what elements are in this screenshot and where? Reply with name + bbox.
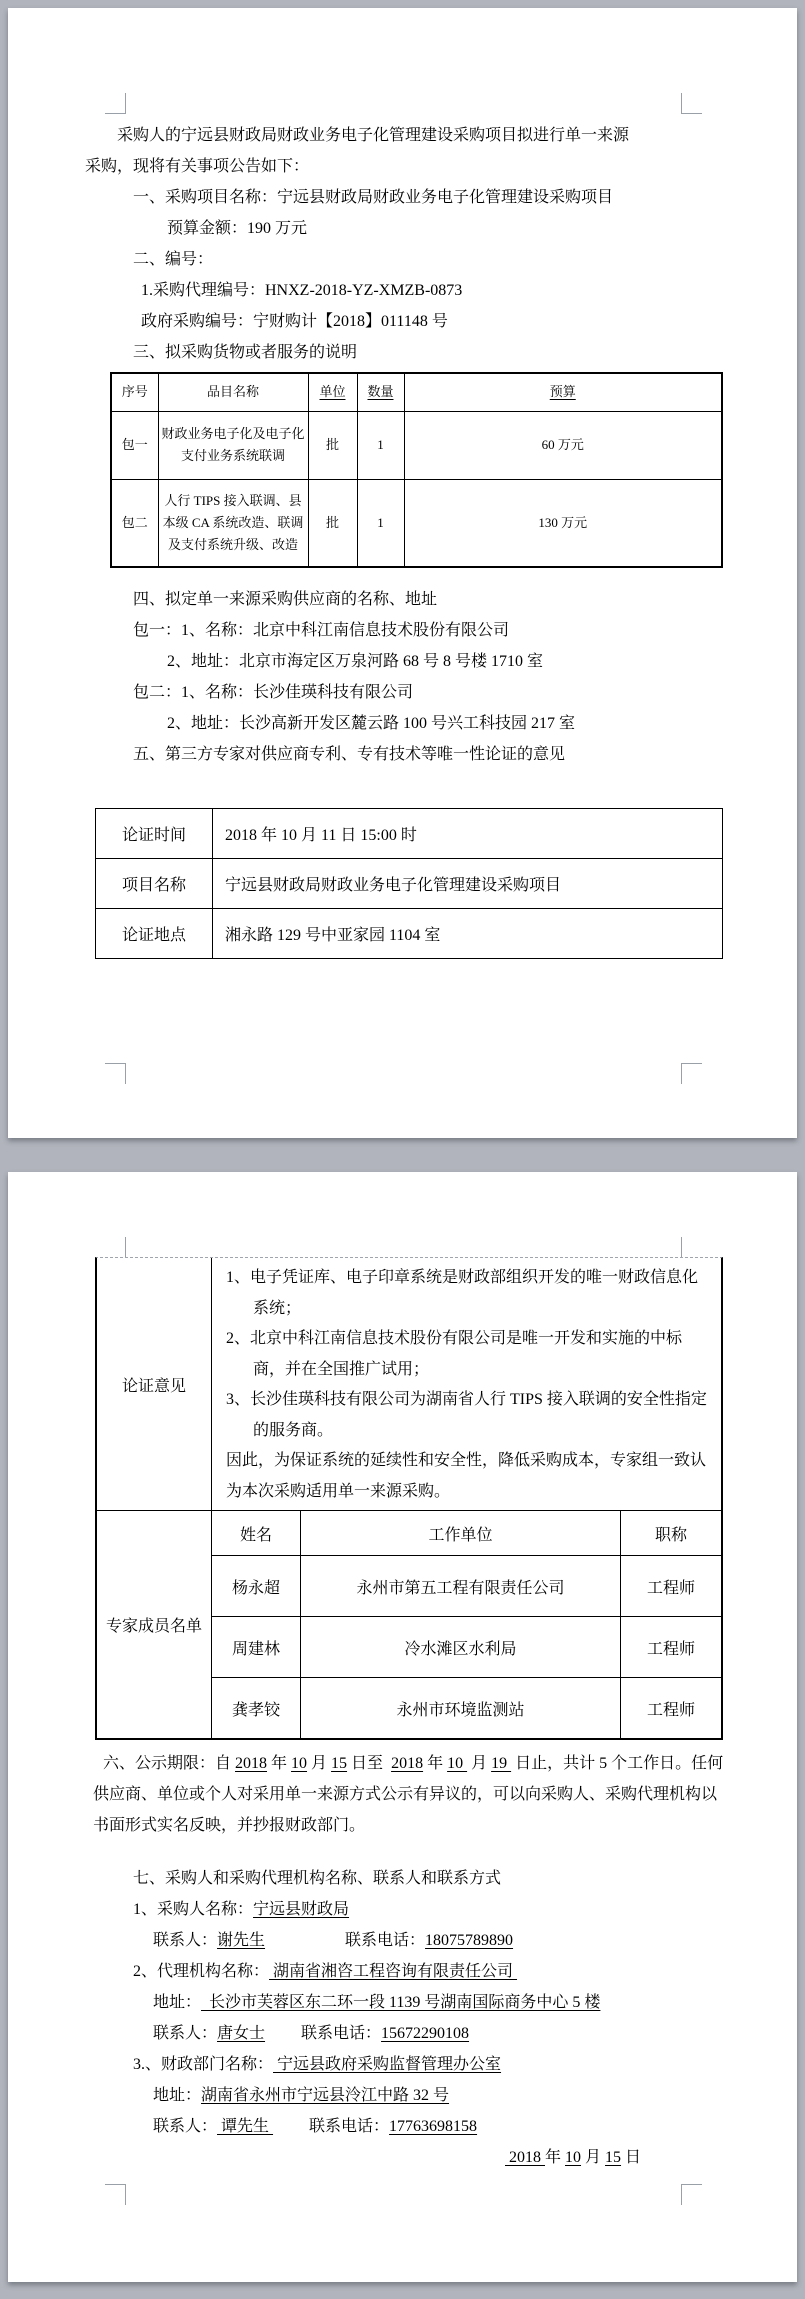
agency-address-line (153, 1987, 731, 2018)
items-table-header-row (111, 373, 722, 411)
section-3-heading: 三、拟采购货物或者服务的说明 (133, 344, 358, 361)
s6-text: 日止，共计 5 个工作日。任何供应商、单位或个人对采用单一来源方式公示有异议的，可以向采购人、采购代理机构以书面形式实名反映，并抄报财政部门。 (93, 1755, 724, 1834)
purchaser-name-label: 1、采购人名称： (133, 1901, 254, 1918)
demo-project-label: 项目名称 (96, 859, 213, 909)
document-page-2 (8, 1172, 797, 2282)
s6-text: 月 (307, 1755, 332, 1772)
experts-header-row (212, 1511, 721, 1555)
supplier-pkg1-name: 包一：1、名称：北京中科江南信息技术股份有限公司 (133, 622, 510, 639)
cell-unit: 批 (308, 411, 357, 479)
items-table-row (111, 411, 722, 479)
expert-row (212, 1616, 721, 1677)
address-label: 地址： (153, 1994, 202, 2011)
experts-header-org: 工作单位 (301, 1511, 621, 1555)
cell-item-name: 人行 TIPS 接入联调、县本级 CA 系统改造、联调及支付系统升级、改造 (158, 479, 308, 567)
finance-dept-value: 宁远县政府采购监督管理办公室 (273, 2056, 502, 2073)
header-qty: 数量 (357, 373, 404, 411)
section-5-heading: 五、第三方专家对供应商专利、专有技术等唯一性论证的意见 (133, 746, 566, 763)
demo-info-row (96, 859, 723, 909)
finance-dept-address-line (153, 2080, 731, 2111)
finance-dept-contact-line (153, 2111, 731, 2142)
phone-value: 15672290108 (381, 2025, 470, 2042)
s6-text: 日至 (347, 1755, 392, 1772)
s6-end-month: 10 (447, 1755, 468, 1772)
s6-text: 月 (467, 1755, 492, 1772)
budget-line: 预算金额：190 万元 (167, 220, 308, 237)
crop-mark-bottom-left (105, 1063, 126, 1084)
s6-text: 年 (267, 1755, 292, 1772)
contact-value: 谢先生 (217, 1932, 266, 1949)
agency-contact-line (153, 2018, 731, 2049)
contact-label: 联系人： (153, 2118, 218, 2135)
address-value: 长沙市芙蓉区东二环一段 1139 号湖南国际商务中心 5 楼 (201, 1994, 601, 2011)
s6-start-month: 10 (291, 1755, 308, 1772)
purchaser-name-value: 宁远县财政局 (253, 1901, 350, 1918)
phone-label: 联系电话： (301, 2025, 382, 2042)
agency-name-value: 湖南省湘咨工程咨询有限责任公司 (269, 1963, 518, 1980)
opinion-item-2: 2、北京中科江南信息技术股份有限公司是唯一开发和实施的中标商，并在全国推广试用； (226, 1330, 683, 1378)
crop-mark-bottom-left (105, 2184, 126, 2205)
date-text: 年 (545, 2149, 566, 2166)
opinion-row (97, 1258, 721, 1510)
demo-time-label: 论证时间 (96, 809, 213, 859)
demonstration-info-table (95, 808, 723, 959)
supplier-pkg2-name: 包二：1、名称：长沙佳瑛科技有限公司 (133, 684, 414, 701)
opinion-content (212, 1258, 721, 1510)
expert-name: 杨永超 (212, 1556, 301, 1616)
section-4-heading: 四、拟定单一来源采购供应商的名称、地址 (133, 591, 438, 608)
expert-name: 龚孝铰 (212, 1678, 301, 1738)
gov-number-line: 政府采购编号：宁财购计【2018】011148 号 (141, 313, 448, 330)
section-1-heading: 一、采购项目名称：宁远县财政局财政业务电子化管理建设采购项目 (133, 189, 614, 206)
date-line (505, 2142, 731, 2173)
cell-budget: 60 万元 (404, 411, 722, 479)
page-1-content (85, 8, 731, 959)
procurement-items-table (110, 372, 723, 568)
demo-project-value: 宁远县财政局财政业务电子化管理建设采购项目 (213, 859, 723, 909)
date-day: 15 (605, 2149, 622, 2166)
s6-end-year: 2018 (391, 1755, 424, 1772)
experts-header-title: 职称 (654, 1526, 687, 1544)
items-table-row (111, 479, 722, 567)
cell-qty: 1 (357, 411, 404, 479)
finance-dept-name-line (133, 2049, 731, 2080)
cell-seq: 包一 (111, 411, 158, 479)
expert-row (212, 1555, 721, 1616)
cell-seq: 包二 (111, 479, 158, 567)
address-label: 地址： (153, 2087, 202, 2104)
contact-label: 联系人： (153, 2025, 218, 2042)
page-2-content (85, 1172, 731, 2173)
expert-row (212, 1677, 721, 1738)
cell-unit: 批 (308, 479, 357, 567)
expert-title: 工程师 (646, 1579, 695, 1597)
opinion-item-3: 3、长沙佳瑛科技有限公司为湖南省人行 TIPS 接入联调的安全性指定的服务商。 (226, 1391, 707, 1439)
document-page-1 (8, 8, 797, 1138)
demo-place-label: 论证地点 (96, 909, 213, 959)
expert-org: 永州市第五工程有限责任公司 (301, 1556, 621, 1616)
phone-label: 联系电话： (309, 2118, 390, 2135)
section-2-heading: 二、编号： (133, 251, 214, 268)
s6-text: 年 (423, 1755, 448, 1772)
date-text: 月 (581, 2149, 606, 2166)
demo-place-value: 湘永路 129 号中亚家园 1104 室 (213, 909, 723, 959)
s6-end-day: 19 (491, 1755, 512, 1772)
expert-org: 冷水滩区水利局 (301, 1617, 621, 1677)
expert-opinion-table (95, 1257, 723, 1740)
demo-time-value: 2018 年 10 月 11 日 15:00 时 (213, 809, 723, 859)
experts-grid (212, 1511, 721, 1738)
intro-line-2: 采购，现将有关事项公告如下： (85, 158, 310, 175)
s6-start-year: 2018 (235, 1755, 268, 1772)
finance-dept-label: 3.、财政部门名称： (133, 2056, 274, 2073)
cell-budget: 130 万元 (404, 479, 722, 567)
agency-number-line: 1.采购代理编号：HNXZ-2018-YZ-XMZB-0873 (141, 282, 463, 299)
section-6-paragraph (93, 1748, 731, 1841)
date-year: 2018 (505, 2149, 545, 2166)
experts-label: 专家成员名单 (97, 1511, 212, 1738)
agency-name-label: 2、代理机构名称： (133, 1963, 270, 1980)
header-budget: 预算 (404, 373, 722, 411)
date-month: 10 (565, 2149, 582, 2166)
contact-value: 谭先生 (217, 2118, 274, 2135)
contact-label: 联系人： (153, 1932, 218, 1949)
experts-row (97, 1510, 721, 1738)
s6-text: 六、公示期限：自 (103, 1755, 236, 1772)
header-unit: 单位 (308, 373, 357, 411)
expert-title: 工程师 (646, 1701, 695, 1719)
header-seq: 序号 (111, 373, 158, 411)
intro-line-1: 采购人的宁远县财政局财政业务电子化管理建设采购项目拟进行单一来源 (117, 127, 630, 144)
phone-value: 18075789890 (425, 1932, 514, 1949)
crop-mark-bottom-right (681, 2184, 702, 2205)
purchaser-contact-line (153, 1925, 731, 1956)
cell-qty: 1 (357, 479, 404, 567)
expert-name: 周建林 (212, 1617, 301, 1677)
expert-title: 工程师 (646, 1640, 695, 1658)
contact-value: 唐女士 (217, 2025, 266, 2042)
phone-value: 17763698158 (389, 2118, 478, 2135)
header-item-name: 品目名称 (158, 373, 308, 411)
demo-info-row (96, 809, 723, 859)
crop-mark-bottom-right (681, 1063, 702, 1084)
expert-org: 永州市环境监测站 (301, 1678, 621, 1738)
agency-name-line (133, 1956, 731, 1987)
purchaser-name-line (133, 1894, 731, 1925)
opinion-conclusion: 因此，为保证系统的延续性和安全性，降低采购成本，专家组一致认为本次采购适用单一来源采购。 (226, 1452, 707, 1500)
s6-start-day: 15 (331, 1755, 348, 1772)
supplier-pkg1-address: 2、地址：北京市海定区万泉河路 68 号 8 号楼 1710 室 (167, 653, 544, 670)
cell-item-name: 财政业务电子化及电子化支付业务系统联调 (158, 411, 308, 479)
address-value: 湖南省永州市宁远县泠江中路 32 号 (201, 2087, 450, 2104)
experts-header-name: 姓名 (212, 1511, 301, 1555)
phone-label: 联系电话： (345, 1932, 426, 1949)
section-7-heading: 七、采购人和采购代理机构名称、联系人和联系方式 (133, 1870, 502, 1887)
supplier-pkg2-address: 2、地址：长沙高新开发区麓云路 100 号兴工科技园 217 室 (167, 715, 576, 732)
date-text: 日 (621, 2149, 642, 2166)
opinion-label: 论证意见 (97, 1258, 212, 1510)
opinion-item-1: 1、电子凭证库、电子印章系统是财政部组织开发的唯一财政信息化系统； (226, 1269, 699, 1317)
demo-info-row (96, 909, 723, 959)
